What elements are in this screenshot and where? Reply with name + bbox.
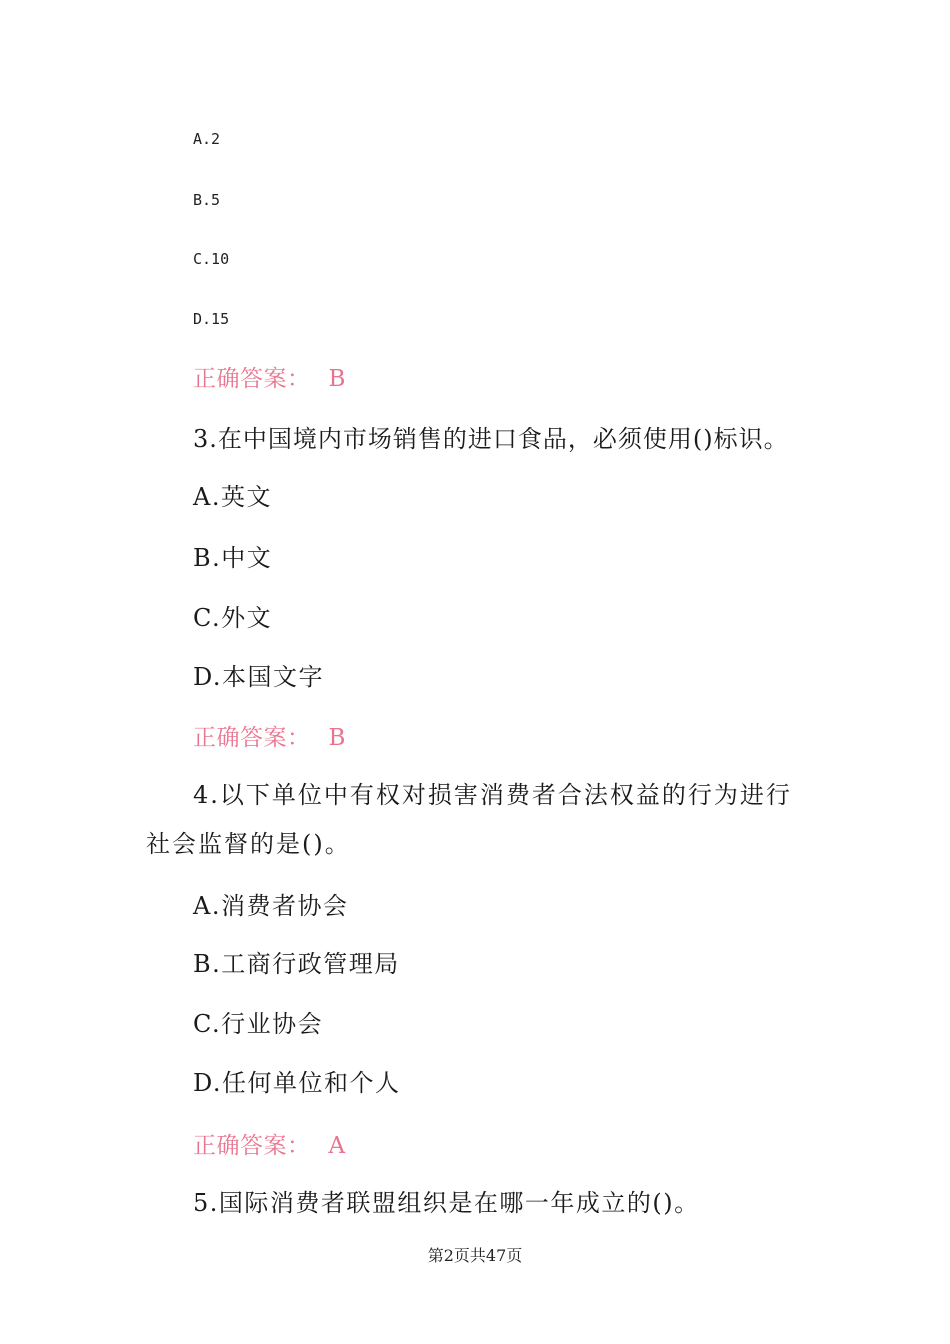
q3-option-c: C.外文 (193, 604, 273, 632)
q3-answer-label: 正确答案： (193, 725, 311, 751)
page-footer: 第2页共47页 (427, 1246, 523, 1265)
q4-option-a: A.消费者协会 (193, 892, 349, 920)
q4-text-line2: 社会监督的是()。 (146, 830, 351, 858)
q3-option-b: B.中文 (193, 544, 273, 572)
q2-option-c: C.10 (193, 250, 230, 268)
q3-answer (193, 719, 346, 752)
q2-answer-value: B (328, 366, 346, 392)
q3-text: 3.在中国境内市场销售的进口食品，必须使用()标识。 (193, 425, 789, 453)
q2-option-a: A.2 (193, 130, 221, 148)
q4-option-b: B.工商行政管理局 (193, 950, 400, 978)
q2-option-b: B.5 (193, 191, 221, 209)
q4-answer-label: 正确答案： (193, 1133, 311, 1159)
q3-option-d: D.本国文字 (193, 663, 325, 691)
q3-answer-value: B (328, 725, 346, 751)
q2-option-d: D.15 (193, 310, 230, 328)
q5-text: 5.国际消费者联盟组织是在哪一年成立的()。 (193, 1189, 700, 1217)
q4-answer-value: A (328, 1133, 346, 1159)
q3-option-a: A.英文 (193, 483, 272, 511)
q4-text-line1: 4.以下单位中有权对损害消费者合法权益的行为进行 (193, 781, 792, 809)
q4-answer (193, 1127, 346, 1160)
q2-answer (193, 360, 346, 393)
q4-option-c: C.行业协会 (193, 1010, 324, 1038)
q2-answer-label: 正确答案： (193, 366, 311, 392)
q4-option-d: D.任何单位和个人 (193, 1069, 401, 1097)
